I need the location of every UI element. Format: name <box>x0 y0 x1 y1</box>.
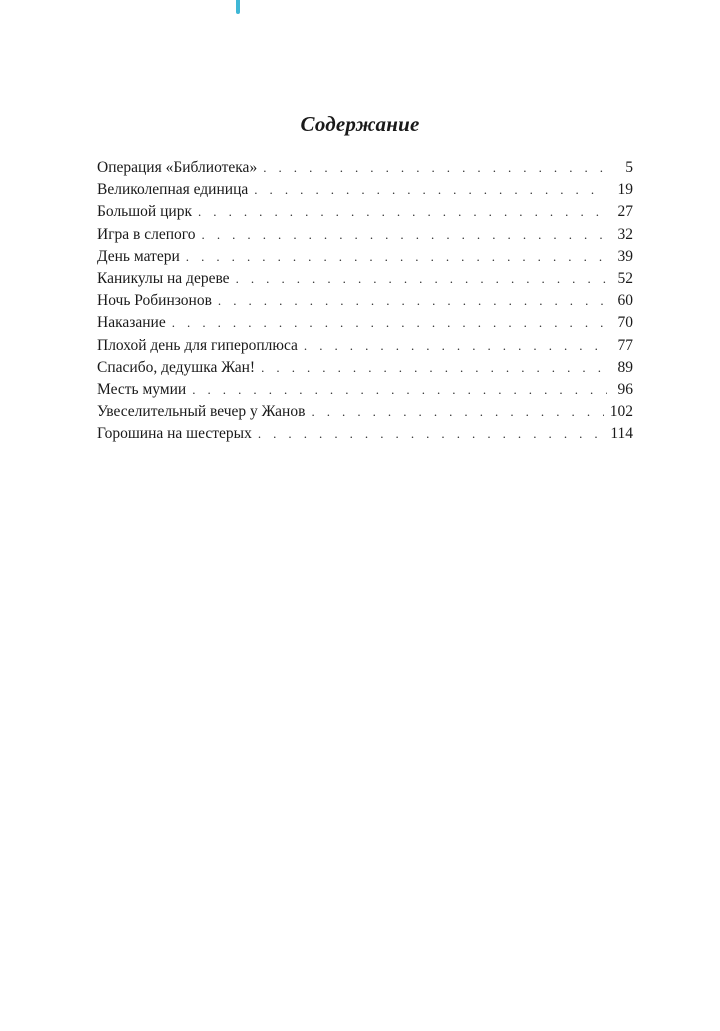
toc-entry[interactable] <box>97 423 633 445</box>
toc-entry-page: 96 <box>617 380 633 398</box>
toc-entry-page: 114 <box>610 425 633 443</box>
dot-leader <box>311 401 603 423</box>
toc-entry-page: 77 <box>617 336 633 354</box>
toc-entry-title: Каникулы на дереве <box>97 269 230 287</box>
toc-entry-page: 102 <box>609 403 633 421</box>
toc-entry-page: 32 <box>617 225 633 243</box>
dot-leader <box>186 246 607 268</box>
toc-entry-page: 89 <box>617 358 633 376</box>
toc-entry-title: Месть мумии <box>97 380 187 398</box>
toc-entry-page: 70 <box>617 314 633 332</box>
dot-leader <box>198 201 607 223</box>
toc-entry[interactable] <box>97 179 633 201</box>
toc-entry[interactable] <box>97 246 633 268</box>
dot-leader <box>258 423 604 445</box>
toc-entry-page: 19 <box>617 181 633 199</box>
dot-leader <box>304 335 607 357</box>
toc-entry[interactable] <box>97 401 633 423</box>
toc-entry-title: Ночь Робинзонов <box>97 292 212 310</box>
toc-entry-page: 5 <box>625 159 633 176</box>
dot-leader <box>172 312 607 334</box>
toc-entry-page: 27 <box>617 203 633 221</box>
toc-entry-title: Горошина на шестерых <box>97 425 252 443</box>
toc-entry-page: 60 <box>617 292 633 310</box>
dot-leader <box>261 357 607 379</box>
dot-leader <box>236 268 607 290</box>
dot-leader <box>192 379 607 401</box>
blue-bookmark-mark <box>236 0 240 14</box>
toc-entry[interactable] <box>97 290 633 312</box>
dot-leader <box>218 290 607 312</box>
toc-entry-page: 52 <box>617 269 633 287</box>
toc-entry-page: 39 <box>617 247 633 265</box>
toc-entry[interactable] <box>97 224 633 246</box>
toc-entry-title: Увеселительный вечер у Жанов <box>97 403 306 421</box>
toc-entry-title: Операция «Библиотека» <box>97 159 258 176</box>
toc-entry[interactable] <box>97 335 633 357</box>
toc-entry-title: Великолепная единица <box>97 181 249 199</box>
toc-entry-title: День матери <box>97 247 180 265</box>
toc-entry-title: Спасибо, дедушка Жан! <box>97 358 256 376</box>
toc-entry-title: Большой цирк <box>97 203 192 221</box>
toc-entry[interactable] <box>97 268 633 290</box>
dot-leader <box>254 179 607 201</box>
toc-entry-title: Игра в слепого <box>97 225 196 243</box>
dot-leader <box>263 157 607 179</box>
toc-entry[interactable] <box>97 379 633 401</box>
toc-entry[interactable] <box>97 357 633 379</box>
toc-entry[interactable] <box>97 201 633 223</box>
toc-entry-title: Наказание <box>97 314 166 332</box>
toc-entry-title: Плохой день для гипероплюса <box>97 336 298 354</box>
toc-entry[interactable] <box>97 157 633 179</box>
table-of-contents <box>97 157 633 445</box>
dot-leader <box>202 224 607 246</box>
toc-entry[interactable] <box>97 312 633 334</box>
page-title: Содержание <box>300 112 420 136</box>
